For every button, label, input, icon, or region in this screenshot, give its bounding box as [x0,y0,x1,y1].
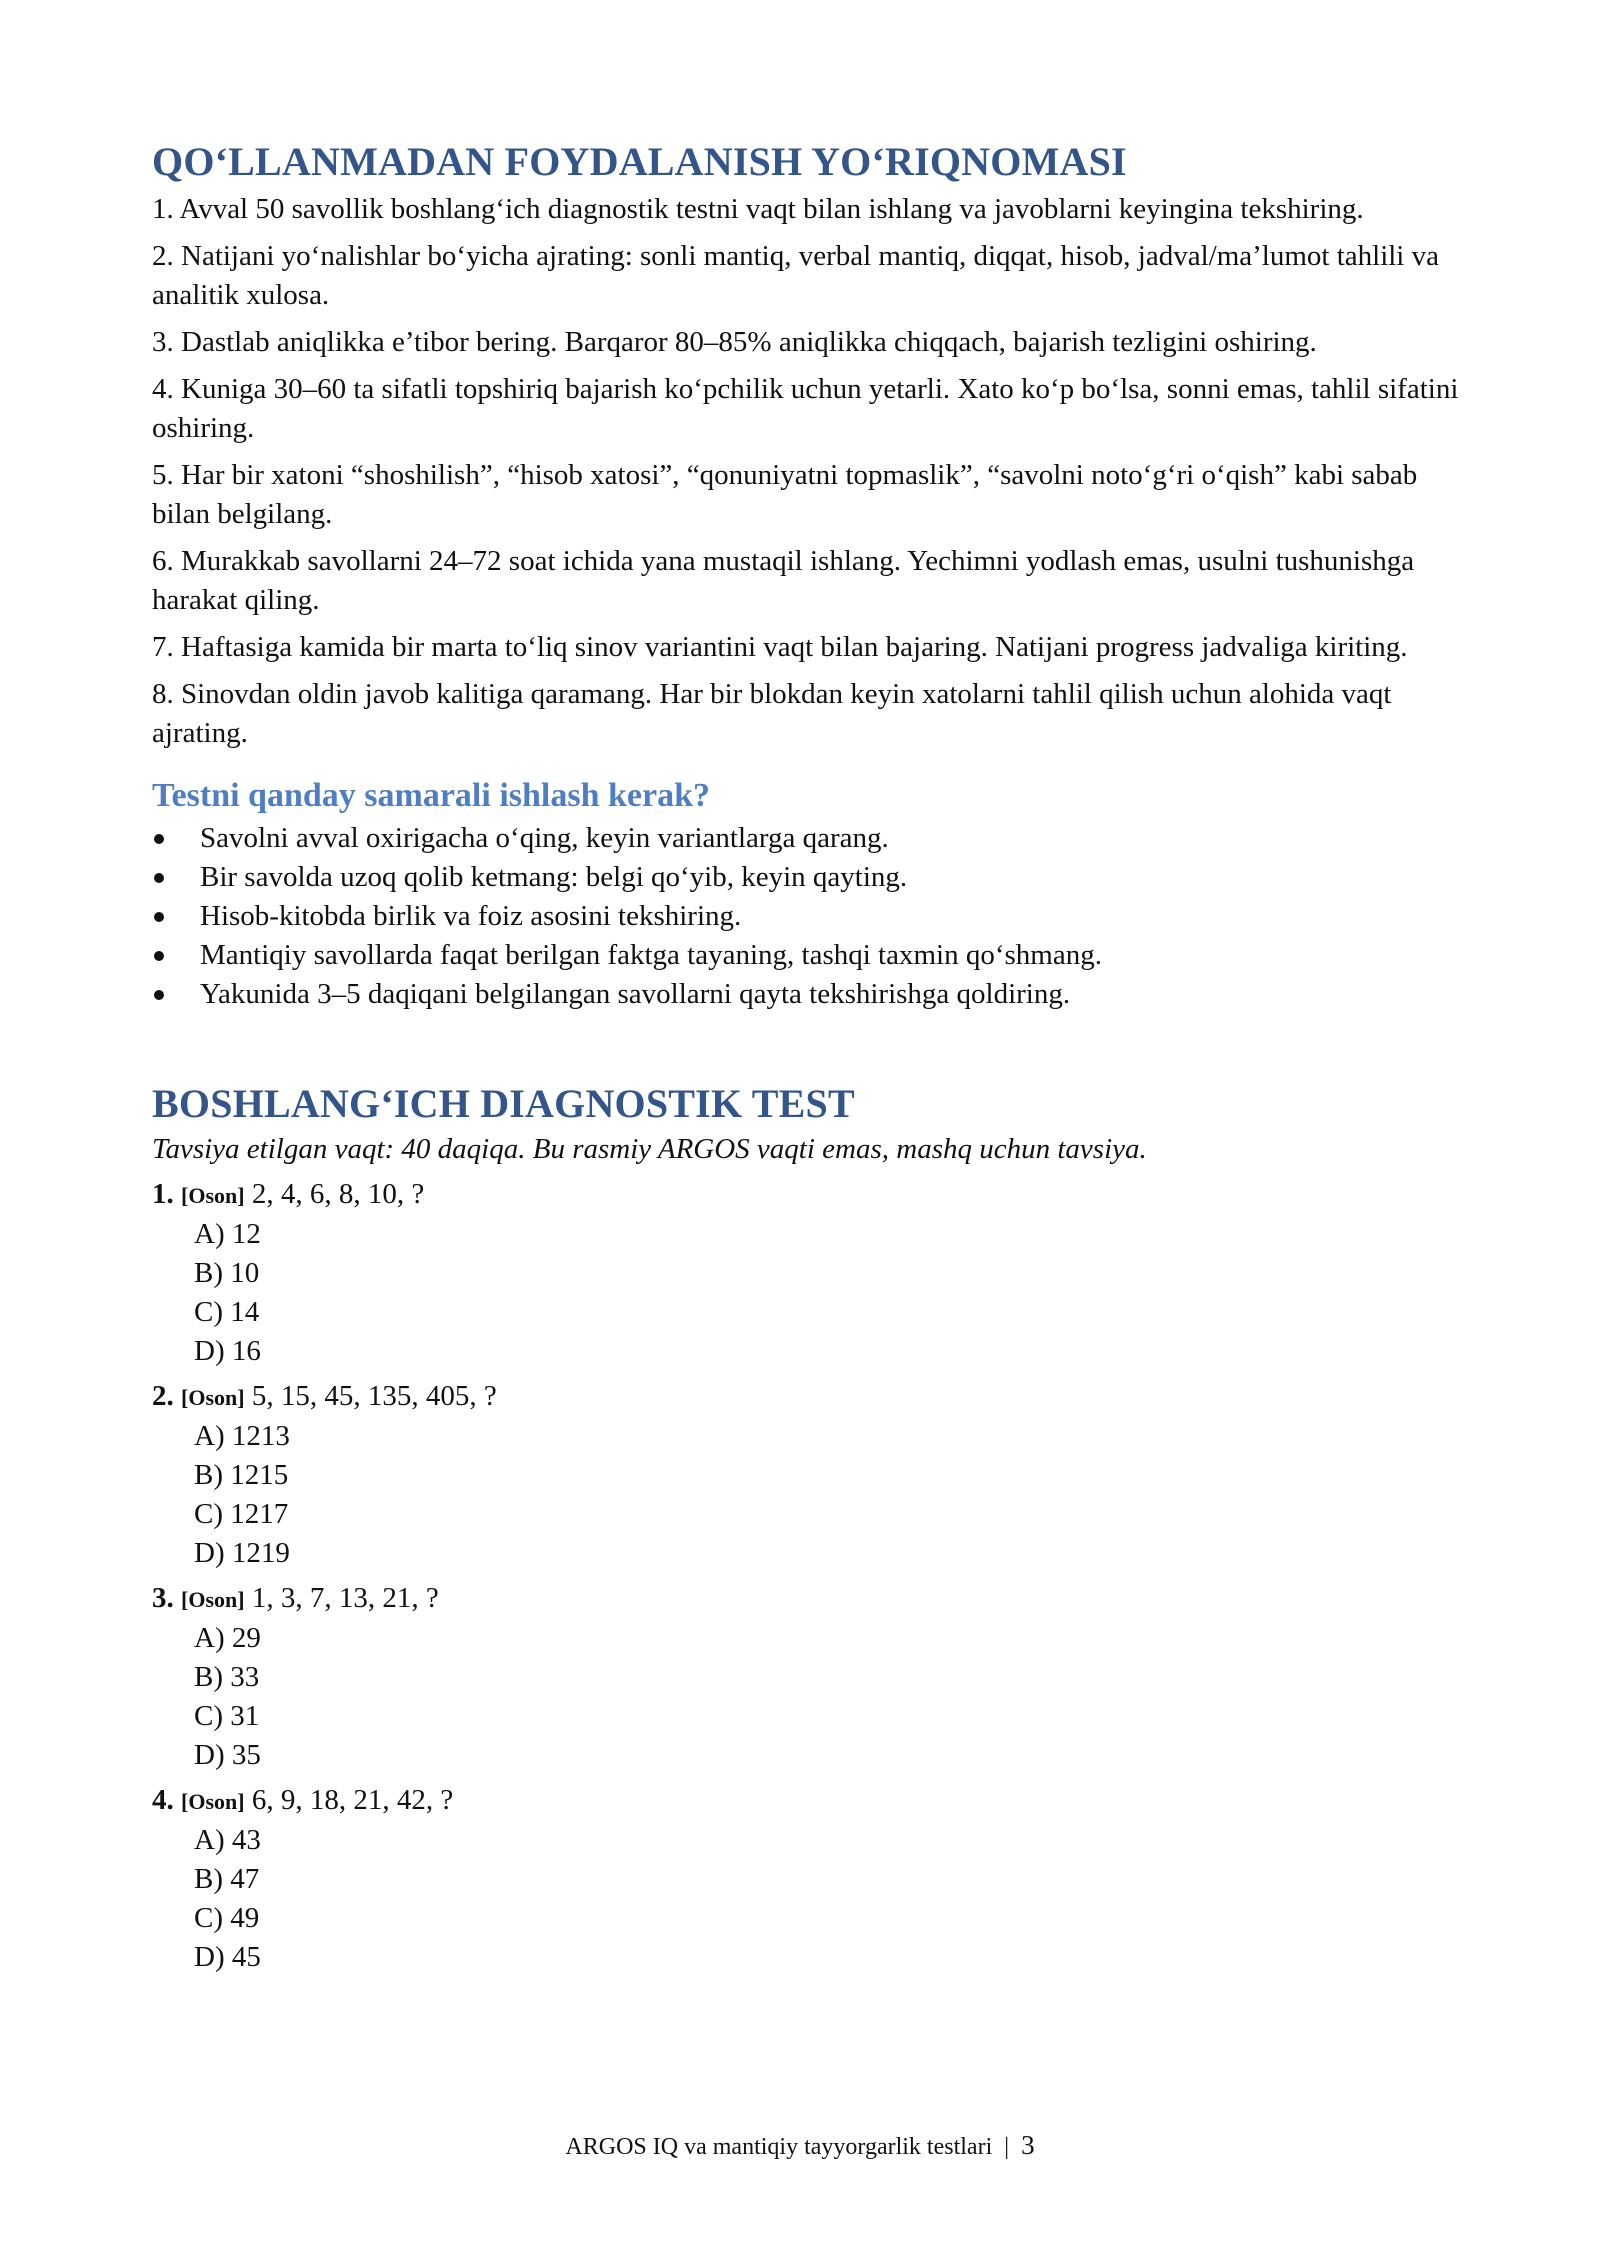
list-item: Yakunida 3–5 daqiqani belgilangan savollarni qayta tekshirishga qoldiring. [152,975,1462,1014]
question [152,1781,1462,1977]
bullet-icon [154,834,164,844]
answer-option: B) 33 [194,1661,260,1693]
answer-option: A) 12 [194,1218,261,1250]
answer-option: C) 31 [194,1700,260,1732]
answer-option: D) 45 [194,1941,261,1973]
time-note: Tavsiya etilgan vaqt: 40 daqiqa. Bu rasmiy ARGOS vaqti emas, mashq uchun tavsiya. [152,1133,1147,1165]
answer-option: D) 16 [194,1335,261,1367]
section-title-test: BOSHLANG‘ICH DIAGNOSTIK TEST [152,1081,855,1126]
bullet-icon [154,951,164,961]
page-footer [0,2130,1600,2162]
subsection-title: Testni qanday samarali ishlash kerak? [152,777,710,814]
guide-step: 6. Murakkab savollarni 24–72 soat ichida yana mustaqil ishlang. Yechimni yodlash emas, usulni tushunishga harakat qiling. [152,545,1415,616]
footer-separator: | [1004,2134,1010,2160]
answer-option: B) 10 [194,1257,260,1289]
guide-step: 8. Sinovdan oldin javob kalitiga qaramang. Har bir blokdan keyin xatolarni tahlil qilish uchun alohida vaqt ajrating. [152,678,1392,749]
question-text: 2, 4, 6, 8, 10, ? [251,1178,425,1210]
question-text: 5, 15, 45, 135, 405, ? [251,1380,497,1412]
difficulty-tag: [Oson] [181,1183,245,1208]
difficulty-tag: [Oson] [181,1789,245,1814]
question-number: 1. [152,1178,174,1210]
tips-list [152,819,1462,1014]
guide-step: 1. Avval 50 savollik boshlang‘ich diagnostik testni vaqt bilan ishlang va javoblarni keyingina tekshiring. [152,193,1364,225]
question-text: 6, 9, 18, 21, 42, ? [251,1784,454,1816]
question-text: 1, 3, 7, 13, 21, ? [251,1582,439,1614]
question-number: 2. [152,1380,174,1412]
answer-option: B) 47 [194,1863,260,1895]
guide-steps [152,190,1462,753]
page-content [152,138,1462,1977]
question-number: 4. [152,1784,174,1816]
answer-option: D) 35 [194,1739,261,1771]
question-line [152,1175,1462,1215]
list-item: Mantiqiy savollarda faqat berilgan faktga tayaning, tashqi taxmin qo‘shmang. [152,936,1462,975]
answer-option: C) 49 [194,1902,260,1934]
question-line [152,1579,1462,1619]
guide-step: 5. Har bir xatoni “shoshilish”, “hisob xatosi”, “qonuniyatni topmaslik”, “savolni noto‘g‘ri o‘qish” kabi sabab bilan belgilang. [152,459,1418,530]
question [152,1175,1462,1371]
answer-option: A) 1213 [194,1420,290,1452]
footer-title: ARGOS IQ va mantiqiy tayyorgarlik testlari [565,2134,993,2160]
guide-step: 7. Haftasiga kamida bir marta to‘liq sinov variantini vaqt bilan bajaring. Natijani progress jadvaliga kiriting. [152,631,1408,663]
page-number: 3 [1021,2130,1035,2160]
question-number: 3. [152,1582,174,1614]
bullet-icon [154,873,164,883]
section-title-guide: QO‘LLANMADAN FOYDALANISH YO‘RIQNOMASI [152,139,1127,184]
answer-option: A) 29 [194,1622,261,1654]
bullet-icon [154,912,164,922]
guide-step: 3. Dastlab aniqlikka e’tibor bering. Barqaror 80–85% aniqlikka chiqqach, bajarish tezligini oshiring. [152,326,1317,358]
difficulty-tag: [Oson] [181,1587,245,1612]
question-line [152,1377,1462,1417]
question [152,1377,1462,1573]
guide-step: 2. Natijani yo‘nalishlar bo‘yicha ajrating: sonli mantiq, verbal mantiq, diqqat, hisob, jadval/ma’lumot tahlili va analitik xulosa. [152,240,1439,311]
question [152,1579,1462,1775]
guide-step: 4. Kuniga 30–60 ta sifatli topshiriq bajarish ko‘pchilik uchun yetarli. Xato ko‘p bo‘lsa, sonni emas, tahlil sifatini oshiring. [152,373,1459,444]
list-item: Savolni avval oxirigacha o‘qing, keyin variantlarga qarang. [152,819,1462,858]
answer-option: C) 14 [194,1296,260,1328]
answer-option: B) 1215 [194,1459,289,1491]
question-line [152,1781,1462,1821]
list-item: Bir savolda uzoq qolib ketmang: belgi qo‘yib, keyin qayting. [152,858,1462,897]
list-item: Hisob-kitobda birlik va foiz asosini tekshiring. [152,897,1462,936]
answer-option: A) 43 [194,1824,261,1856]
answer-option: C) 1217 [194,1498,289,1530]
difficulty-tag: [Oson] [181,1385,245,1410]
answer-option: D) 1219 [194,1537,290,1569]
bullet-icon [154,990,164,1000]
